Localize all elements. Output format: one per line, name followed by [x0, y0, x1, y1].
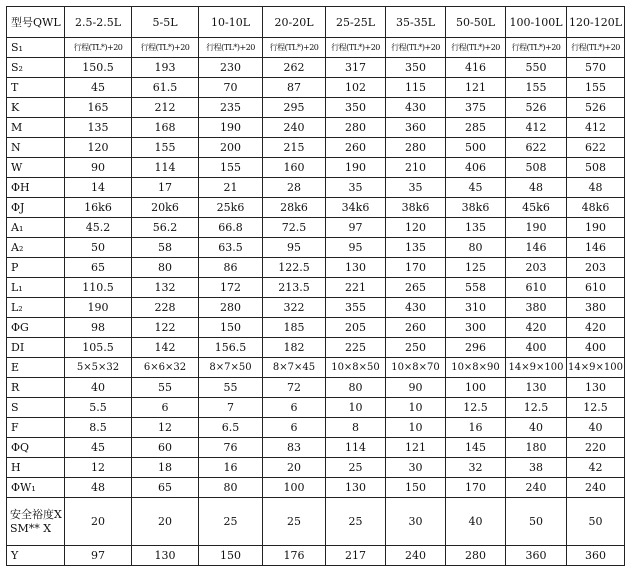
table-cell: 10: [386, 398, 446, 418]
table-cell: 10×8×50: [326, 358, 386, 378]
table-cell: 34k6: [326, 198, 386, 218]
table-row: [7, 498, 625, 546]
table-cell: 420: [506, 318, 567, 338]
row-label: DI: [7, 338, 65, 358]
table-cell: 168: [132, 118, 199, 138]
row-label: L₁: [7, 278, 65, 298]
table-cell: 220: [567, 438, 625, 458]
table-cell: 100: [446, 378, 506, 398]
table-cell: 66.8: [199, 218, 263, 238]
table-cell: 40: [567, 418, 625, 438]
table-cell: 行程(TL*)+20: [567, 38, 625, 58]
row-label: N: [7, 138, 65, 158]
table-row: [7, 238, 625, 258]
table-cell: 280: [326, 118, 386, 138]
model-column-header: 10-10L: [199, 7, 263, 38]
table-cell: 65: [65, 258, 132, 278]
table-cell: 130: [326, 478, 386, 498]
table-cell: 100: [263, 478, 326, 498]
model-column-header: 100-100L: [506, 7, 567, 38]
table-cell: 12.5: [446, 398, 506, 418]
table-cell: 170: [446, 478, 506, 498]
table-cell: 5.5: [65, 398, 132, 418]
table-row: [7, 438, 625, 458]
table-cell: 7: [199, 398, 263, 418]
table-cell: 80: [199, 478, 263, 498]
row-label: T: [7, 78, 65, 98]
table-cell: 400: [506, 338, 567, 358]
table-cell: 250: [386, 338, 446, 358]
table-cell: 240: [263, 118, 326, 138]
table-cell: 135: [446, 218, 506, 238]
table-cell: 416: [446, 58, 506, 78]
table-cell: 350: [386, 58, 446, 78]
table-cell: 180: [506, 438, 567, 458]
table-cell: 25: [326, 498, 386, 546]
table-cell: 28k6: [263, 198, 326, 218]
header-row: [7, 7, 625, 38]
table-row: [7, 78, 625, 98]
row-label: Y: [7, 546, 65, 566]
table-cell: 406: [446, 158, 506, 178]
table-cell: 10: [386, 418, 446, 438]
table-cell: 114: [326, 438, 386, 458]
table-cell: 10: [326, 398, 386, 418]
table-cell: 90: [65, 158, 132, 178]
table-cell: 95: [326, 238, 386, 258]
row-label: L₂: [7, 298, 65, 318]
table-cell: 14×9×100: [506, 358, 567, 378]
table-cell: 50: [567, 498, 625, 546]
model-column-header: 2.5-2.5L: [65, 7, 132, 38]
table-cell: 25k6: [199, 198, 263, 218]
table-cell: 610: [567, 278, 625, 298]
table-cell: 83: [263, 438, 326, 458]
table-cell: 30: [386, 458, 446, 478]
table-cell: 32: [446, 458, 506, 478]
table-cell: 205: [326, 318, 386, 338]
table-cell: 230: [199, 58, 263, 78]
table-cell: 17: [132, 178, 199, 198]
table-cell: 6: [132, 398, 199, 418]
model-column-header: 5-5L: [132, 7, 199, 38]
table-cell: 185: [263, 318, 326, 338]
table-row: [7, 38, 625, 58]
table-cell: 97: [326, 218, 386, 238]
table-cell: 行程(TL*)+20: [65, 38, 132, 58]
table-cell: 45: [65, 438, 132, 458]
table-cell: 142: [132, 338, 199, 358]
table-row: [7, 458, 625, 478]
table-cell: 155: [506, 78, 567, 98]
row-label: ΦH: [7, 178, 65, 198]
table-cell: 8: [326, 418, 386, 438]
table-cell: 110.5: [65, 278, 132, 298]
table-cell: 56.2: [132, 218, 199, 238]
table-row: [7, 218, 625, 238]
model-header-cell: 型号QWL: [7, 7, 65, 38]
table-cell: 40: [446, 498, 506, 546]
table-cell: 38k6: [386, 198, 446, 218]
table-cell: 300: [446, 318, 506, 338]
table-row: [7, 418, 625, 438]
table-cell: 55: [132, 378, 199, 398]
table-cell: 25: [199, 498, 263, 546]
table-cell: 130: [506, 378, 567, 398]
table-cell: 60: [132, 438, 199, 458]
table-cell: 203: [567, 258, 625, 278]
row-label: S: [7, 398, 65, 418]
row-label: S₁: [7, 38, 65, 58]
table-cell: 260: [386, 318, 446, 338]
table-cell: 135: [386, 238, 446, 258]
spec-table: [6, 6, 625, 566]
row-label: S₂: [7, 58, 65, 78]
table-cell: 45: [446, 178, 506, 198]
table-cell: 260: [326, 138, 386, 158]
table-cell: 310: [446, 298, 506, 318]
table-cell: 172: [199, 278, 263, 298]
row-label: W: [7, 158, 65, 178]
table-cell: 240: [506, 478, 567, 498]
table-cell: 165: [65, 98, 132, 118]
table-cell: 190: [506, 218, 567, 238]
table-cell: 130: [132, 546, 199, 566]
table-cell: 265: [386, 278, 446, 298]
table-cell: 570: [567, 58, 625, 78]
table-cell: 146: [506, 238, 567, 258]
table-cell: 145: [446, 438, 506, 458]
table-cell: 20k6: [132, 198, 199, 218]
table-cell: 80: [132, 258, 199, 278]
table-cell: 526: [506, 98, 567, 118]
model-column-header: 35-35L: [386, 7, 446, 38]
table-row: [7, 118, 625, 138]
row-label: 安全裕度X SM** X: [7, 498, 65, 546]
table-cell: 10×8×90: [446, 358, 506, 378]
table-cell: 20: [132, 498, 199, 546]
table-cell: 6×6×32: [132, 358, 199, 378]
table-cell: 45.2: [65, 218, 132, 238]
table-cell: 430: [386, 98, 446, 118]
table-cell: 86: [199, 258, 263, 278]
table-cell: 12: [65, 458, 132, 478]
table-cell: 190: [199, 118, 263, 138]
table-cell: 行程(TL*)+20: [132, 38, 199, 58]
table-cell: 48: [506, 178, 567, 198]
table-cell: 176: [263, 546, 326, 566]
table-cell: 63.5: [199, 238, 263, 258]
table-cell: 115: [386, 78, 446, 98]
table-cell: 130: [326, 258, 386, 278]
table-cell: 190: [326, 158, 386, 178]
table-cell: 行程(TL*)+20: [263, 38, 326, 58]
table-cell: 45: [65, 78, 132, 98]
table-cell: 360: [506, 546, 567, 566]
table-cell: 25: [326, 458, 386, 478]
table-cell: 380: [506, 298, 567, 318]
table-cell: 280: [199, 298, 263, 318]
table-cell: 35: [386, 178, 446, 198]
table-cell: 295: [263, 98, 326, 118]
table-cell: 20: [263, 458, 326, 478]
table-cell: 285: [446, 118, 506, 138]
table-cell: 120: [386, 218, 446, 238]
table-cell: 72.5: [263, 218, 326, 238]
table-cell: 18: [132, 458, 199, 478]
table-cell: 155: [132, 138, 199, 158]
table-row: [7, 278, 625, 298]
table-cell: 122: [132, 318, 199, 338]
table-cell: 610: [506, 278, 567, 298]
model-column-header: 50-50L: [446, 7, 506, 38]
table-cell: 8.5: [65, 418, 132, 438]
table-row: [7, 546, 625, 566]
table-cell: 217: [326, 546, 386, 566]
table-row: [7, 178, 625, 198]
table-cell: 114: [132, 158, 199, 178]
table-row: [7, 198, 625, 218]
table-cell: 203: [506, 258, 567, 278]
table-cell: 76: [199, 438, 263, 458]
table-cell: 262: [263, 58, 326, 78]
table-cell: 80: [446, 238, 506, 258]
row-label: ΦG: [7, 318, 65, 338]
table-cell: 412: [506, 118, 567, 138]
table-cell: 240: [567, 478, 625, 498]
row-label: R: [7, 378, 65, 398]
table-cell: 61.5: [132, 78, 199, 98]
table-cell: 200: [199, 138, 263, 158]
table-row: [7, 358, 625, 378]
table-cell: 121: [386, 438, 446, 458]
row-label: E: [7, 358, 65, 378]
table-cell: 190: [65, 298, 132, 318]
table-cell: 48k6: [567, 198, 625, 218]
table-cell: 72: [263, 378, 326, 398]
table-cell: 500: [446, 138, 506, 158]
table-cell: 526: [567, 98, 625, 118]
table-cell: 150: [386, 478, 446, 498]
table-cell: 28: [263, 178, 326, 198]
table-row: [7, 258, 625, 278]
model-column-header: 20-20L: [263, 7, 326, 38]
table-cell: 622: [567, 138, 625, 158]
table-cell: 135: [65, 118, 132, 138]
table-cell: 6: [263, 418, 326, 438]
table-cell: 42: [567, 458, 625, 478]
table-row: [7, 138, 625, 158]
table-cell: 380: [567, 298, 625, 318]
row-label: A₁: [7, 218, 65, 238]
table-cell: 65: [132, 478, 199, 498]
table-cell: 121: [446, 78, 506, 98]
table-cell: 430: [386, 298, 446, 318]
table-cell: 102: [326, 78, 386, 98]
table-cell: 150: [199, 546, 263, 566]
table-cell: 558: [446, 278, 506, 298]
table-cell: 40: [65, 378, 132, 398]
table-cell: 16k6: [65, 198, 132, 218]
table-row: [7, 378, 625, 398]
table-cell: 21: [199, 178, 263, 198]
row-label: M: [7, 118, 65, 138]
table-cell: 98: [65, 318, 132, 338]
table-cell: 80: [326, 378, 386, 398]
table-cell: 155: [199, 158, 263, 178]
row-label: ΦQ: [7, 438, 65, 458]
table-cell: 16: [199, 458, 263, 478]
table-cell: 行程(TL*)+20: [326, 38, 386, 58]
table-cell: 213.5: [263, 278, 326, 298]
table-cell: 122.5: [263, 258, 326, 278]
table-cell: 240: [386, 546, 446, 566]
row-label: A₂: [7, 238, 65, 258]
row-label: K: [7, 98, 65, 118]
table-cell: 48: [567, 178, 625, 198]
table-cell: 38k6: [446, 198, 506, 218]
table-row: [7, 98, 625, 118]
spec-table-body: [7, 7, 625, 566]
table-cell: 150: [199, 318, 263, 338]
table-cell: 12: [132, 418, 199, 438]
table-cell: 212: [132, 98, 199, 118]
model-column-header: 120-120L: [567, 7, 625, 38]
table-cell: 193: [132, 58, 199, 78]
table-cell: 550: [506, 58, 567, 78]
table-cell: 225: [326, 338, 386, 358]
table-cell: 8×7×45: [263, 358, 326, 378]
table-cell: 25: [263, 498, 326, 546]
table-cell: 48: [65, 478, 132, 498]
table-cell: 360: [567, 546, 625, 566]
table-cell: 221: [326, 278, 386, 298]
row-label: ΦW₁: [7, 478, 65, 498]
table-cell: 105.5: [65, 338, 132, 358]
table-cell: 360: [386, 118, 446, 138]
table-cell: 412: [567, 118, 625, 138]
table-cell: 280: [386, 138, 446, 158]
table-cell: 132: [132, 278, 199, 298]
table-cell: 6: [263, 398, 326, 418]
table-row: [7, 478, 625, 498]
table-cell: 120: [65, 138, 132, 158]
table-cell: 45k6: [506, 198, 567, 218]
table-row: [7, 158, 625, 178]
table-cell: 14: [65, 178, 132, 198]
table-cell: 622: [506, 138, 567, 158]
table-cell: 8×7×50: [199, 358, 263, 378]
table-cell: 182: [263, 338, 326, 358]
table-cell: 20: [65, 498, 132, 546]
table-cell: 190: [567, 218, 625, 238]
table-cell: 16: [446, 418, 506, 438]
table-cell: 160: [263, 158, 326, 178]
table-cell: 155: [567, 78, 625, 98]
table-cell: 375: [446, 98, 506, 118]
table-cell: 420: [567, 318, 625, 338]
table-cell: 35: [326, 178, 386, 198]
table-cell: 行程(TL*)+20: [506, 38, 567, 58]
table-cell: 70: [199, 78, 263, 98]
table-row: [7, 318, 625, 338]
table-row: [7, 298, 625, 318]
table-cell: 322: [263, 298, 326, 318]
table-cell: 58: [132, 238, 199, 258]
table-cell: 97: [65, 546, 132, 566]
table-cell: 5×5×32: [65, 358, 132, 378]
table-cell: 228: [132, 298, 199, 318]
table-cell: 50: [65, 238, 132, 258]
table-cell: 508: [567, 158, 625, 178]
table-cell: 280: [446, 546, 506, 566]
table-cell: 90: [386, 378, 446, 398]
model-column-header: 25-25L: [326, 7, 386, 38]
row-label: P: [7, 258, 65, 278]
table-cell: 40: [506, 418, 567, 438]
table-cell: 10×8×70: [386, 358, 446, 378]
table-cell: 30: [386, 498, 446, 546]
table-cell: 156.5: [199, 338, 263, 358]
table-cell: 125: [446, 258, 506, 278]
table-cell: 95: [263, 238, 326, 258]
row-label: ΦJ: [7, 198, 65, 218]
table-cell: 296: [446, 338, 506, 358]
table-cell: 行程(TL*)+20: [386, 38, 446, 58]
table-cell: 行程(TL*)+20: [446, 38, 506, 58]
table-cell: 350: [326, 98, 386, 118]
table-row: [7, 398, 625, 418]
table-cell: 170: [386, 258, 446, 278]
table-cell: 12.5: [506, 398, 567, 418]
table-cell: 12.5: [567, 398, 625, 418]
table-cell: 38: [506, 458, 567, 478]
table-row: [7, 58, 625, 78]
table-cell: 150.5: [65, 58, 132, 78]
table-cell: 行程(TL*)+20: [199, 38, 263, 58]
table-cell: 14×9×100: [567, 358, 625, 378]
row-label: F: [7, 418, 65, 438]
table-cell: 55: [199, 378, 263, 398]
table-cell: 87: [263, 78, 326, 98]
table-cell: 6.5: [199, 418, 263, 438]
table-cell: 400: [567, 338, 625, 358]
table-cell: 210: [386, 158, 446, 178]
table-cell: 146: [567, 238, 625, 258]
table-cell: 317: [326, 58, 386, 78]
table-row: [7, 338, 625, 358]
table-cell: 508: [506, 158, 567, 178]
table-cell: 215: [263, 138, 326, 158]
table-cell: 355: [326, 298, 386, 318]
table-cell: 130: [567, 378, 625, 398]
table-cell: 235: [199, 98, 263, 118]
row-label: H: [7, 458, 65, 478]
table-cell: 50: [506, 498, 567, 546]
